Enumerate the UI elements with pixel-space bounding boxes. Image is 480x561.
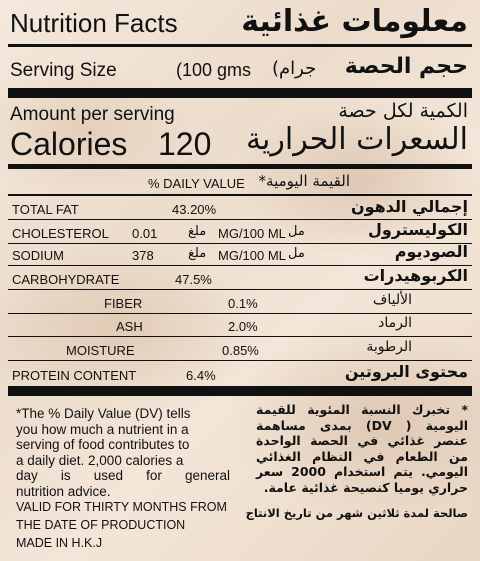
- title-rule: [8, 44, 472, 47]
- calories-label: Calories: [10, 126, 128, 162]
- protein-label: PROTEIN CONTENT: [12, 368, 137, 383]
- protein-rule: [8, 386, 472, 396]
- fiber-value: 0.1%: [228, 296, 258, 311]
- amount-per-serving-label: Amount per serving: [10, 104, 175, 125]
- amount-per-serving-label-ar: الكمية لكل حصة: [338, 100, 468, 122]
- row-rule: [8, 313, 472, 314]
- calories-value: 120: [158, 126, 212, 162]
- title-ar: معلومات غذائية: [241, 4, 468, 39]
- cholesterol-label-ar: الكوليسترول: [368, 220, 468, 239]
- serving-size-label: Serving Size: [10, 60, 117, 81]
- dv-rule: [8, 194, 472, 196]
- sodium-unit: MG/100 ML: [218, 248, 286, 263]
- footnote-en-line: nutrition advice.: [16, 483, 111, 499]
- footnote-en-line: a daily diet. 2,000 calories a: [16, 452, 184, 468]
- row-rule: [8, 336, 472, 337]
- ash-label: ASH: [116, 319, 143, 334]
- protein-value: 6.4%: [186, 368, 216, 383]
- row-rule: [8, 289, 472, 290]
- footnote-en-line: serving of food contributes to: [16, 437, 190, 452]
- footnote-en-line: [16, 468, 230, 484]
- footnote-en-word: general: [184, 468, 230, 483]
- fiber-label: FIBER: [104, 296, 143, 311]
- footnote-ar-line: اليومي. يتم استخدام 2000 سعر: [256, 464, 468, 479]
- ash-label-ar: الرماد: [378, 315, 412, 331]
- total-fat-value: 43.20%: [172, 202, 217, 217]
- validity-en-line1: VALID FOR THIRTY MONTHS FROM: [16, 500, 227, 514]
- title-en: Nutrition Facts: [10, 8, 178, 38]
- cholesterol-unit: MG/100 ML: [218, 226, 286, 241]
- calories-rule: [8, 164, 472, 169]
- total-fat-label: TOTAL FAT: [12, 202, 79, 217]
- sodium-label-ar: الصوديوم: [394, 242, 468, 261]
- carbohydrate-value: 47.5%: [175, 272, 212, 287]
- footnote-en-line: *The % Daily Value (DV) tells: [16, 406, 191, 421]
- carbohydrate-label-ar: الكربوهيدرات: [363, 266, 468, 285]
- cholesterol-unit-ar-a: ملغ: [188, 224, 207, 239]
- footnote-ar-line: اليومية ( DV) بمدى مساهمة: [256, 417, 468, 433]
- made-in: MADE IN H.K.J: [16, 536, 103, 550]
- ash-value: 2.0%: [228, 319, 258, 334]
- sodium-unit-ar-a: ملغ: [188, 246, 207, 261]
- moisture-label-ar: الرطوبة: [366, 339, 412, 355]
- footnote-en-word: day: [16, 468, 38, 483]
- carbohydrate-label: CARBOHYDRATE: [12, 272, 120, 287]
- moisture-value: 0.85%: [222, 343, 259, 358]
- validity-en-line2: THE DATE OF PRODUCTION: [16, 518, 186, 532]
- cholesterol-unit-ar-b: مل: [288, 224, 305, 239]
- validity-ar: صالحة لمدة ثلاثين شهر من تاريخ الانتاج: [245, 506, 468, 520]
- footnote-ar-line: حراري يوميا كنصيحة غذائية عامة.: [263, 479, 468, 495]
- serving-rule: [8, 88, 472, 98]
- sodium-value: 378: [132, 248, 154, 263]
- sodium-label: SODIUM: [12, 248, 64, 263]
- footnote-en: [16, 406, 230, 499]
- footnote-en-word: used: [93, 468, 123, 483]
- row-rule: [8, 360, 472, 361]
- footnote-en-line: you how much a nutrient in a: [16, 421, 189, 437]
- calories-label-ar: السعرات الحرارية: [245, 122, 468, 157]
- footnote-en-word: for: [146, 468, 162, 483]
- footnote-ar-line: من الطعام في النظام الغذائي: [256, 448, 468, 464]
- footnote-ar: [256, 402, 468, 495]
- protein-label-ar: محتوى البروتين: [344, 362, 468, 381]
- footnote-ar-line: * تخبرك النسبة المئوية للقيمة: [256, 402, 468, 417]
- footnote-ar-line: عنصر غذائي في الحصة الواحدة: [256, 433, 468, 448]
- daily-value-header: % DAILY VALUE: [148, 176, 245, 191]
- cholesterol-value: 0.01: [132, 226, 158, 241]
- fiber-label-ar: الألياف: [372, 292, 412, 308]
- daily-value-header-ar: القيمة اليومية*: [258, 172, 350, 190]
- total-fat-label-ar: إجمالي الدهون: [350, 197, 468, 216]
- moisture-label: MOISTURE: [66, 343, 135, 358]
- serving-size-value: (100 gms: [176, 60, 252, 80]
- footnote-en-word: is: [60, 468, 71, 483]
- serving-size-value-ar: جرام): [272, 58, 317, 79]
- sodium-unit-ar-b: مل: [288, 246, 305, 261]
- serving-size-label-ar: حجم الحصة: [344, 54, 468, 79]
- cholesterol-label: CHOLESTEROL: [12, 226, 109, 241]
